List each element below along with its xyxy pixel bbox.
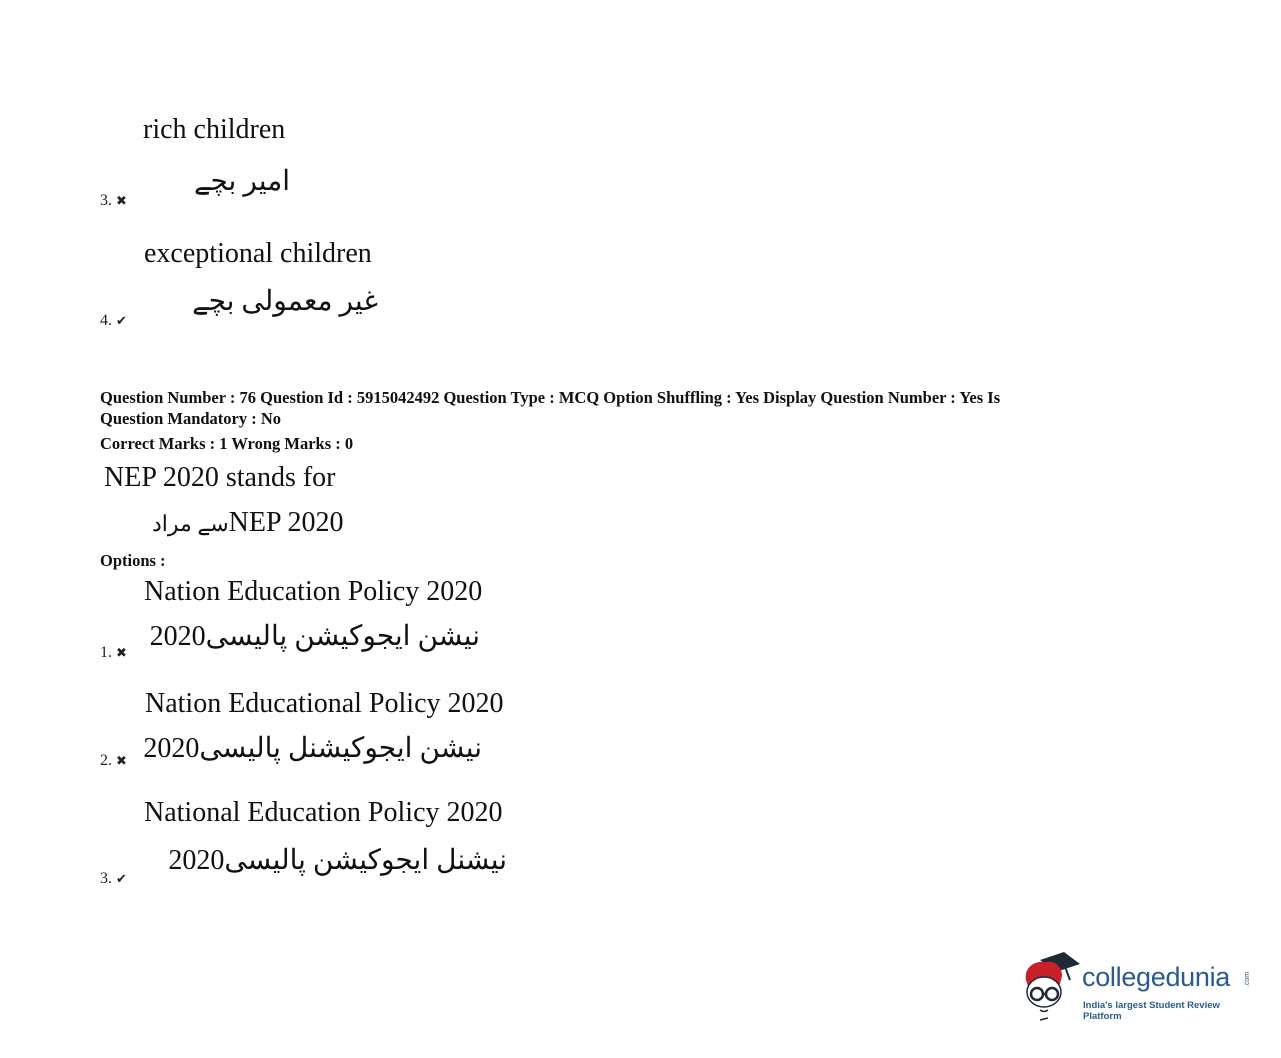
option-number: 1. xyxy=(100,644,112,661)
question-marks: Correct Marks : 1 Wrong Marks : 0 xyxy=(100,434,354,453)
option-4-english: exceptional children xyxy=(144,238,372,269)
mascot-icon xyxy=(1020,950,1082,1025)
check-icon: ✔ xyxy=(116,313,127,328)
cross-icon: ✖ xyxy=(116,645,127,660)
option-1-urdu: نیشن ایجوکیشن پالیسی2020 xyxy=(149,621,480,652)
logo-suffix: .com xyxy=(1244,971,1252,988)
option-3-urdu-correct: نیشنل ایجوکیشن پالیسی2020 xyxy=(168,845,507,876)
option-3-english: rich children xyxy=(143,114,286,145)
option-number: 3. xyxy=(100,192,112,209)
option-2-english: Nation Educational Policy 2020 xyxy=(145,688,504,719)
question-meta-line2: Question Mandatory : No xyxy=(100,409,282,428)
option-4-urdu: غیر معمولی بچے xyxy=(192,286,378,317)
cross-icon: ✖ xyxy=(116,193,127,208)
option-1-number xyxy=(100,644,127,662)
option-3-urdu: امیر بچے xyxy=(194,166,290,197)
option-number: 4. xyxy=(100,312,112,329)
stem-urdu-label: NEP 2020 xyxy=(228,507,344,538)
option-4-number xyxy=(100,312,127,330)
logo-brand: collegedunia xyxy=(1082,962,1231,992)
stem-urdu-suffix: سے مراد xyxy=(152,511,229,536)
option-1-english: Nation Education Policy 2020 xyxy=(144,576,483,607)
question-stem-english: NEP 2020 stands for xyxy=(104,462,336,493)
collegedunia-logo xyxy=(1020,950,1260,1025)
check-icon: ✔ xyxy=(116,871,127,886)
option-3-english-correct: National Education Policy 2020 xyxy=(144,797,503,828)
options-label: Options : xyxy=(100,551,166,570)
option-number: 2. xyxy=(100,752,112,769)
option-number: 3. xyxy=(100,870,112,887)
option-3-number-correct xyxy=(100,870,127,888)
cross-icon: ✖ xyxy=(116,753,127,768)
logo-tagline: India's largest Student Review Platform xyxy=(1083,1000,1220,1022)
question-meta-line1: Question Number : 76 Question Id : 5915042492 Question Type : MCQ Option Shuffling : Yes Display Question Number : Yes Is xyxy=(100,388,1001,407)
question-stem-urdu xyxy=(152,507,344,539)
option-2-number xyxy=(100,752,127,770)
option-3-number xyxy=(100,192,127,210)
option-2-urdu: نیشن ایجوکیشنل پالیسی2020 xyxy=(143,733,482,764)
